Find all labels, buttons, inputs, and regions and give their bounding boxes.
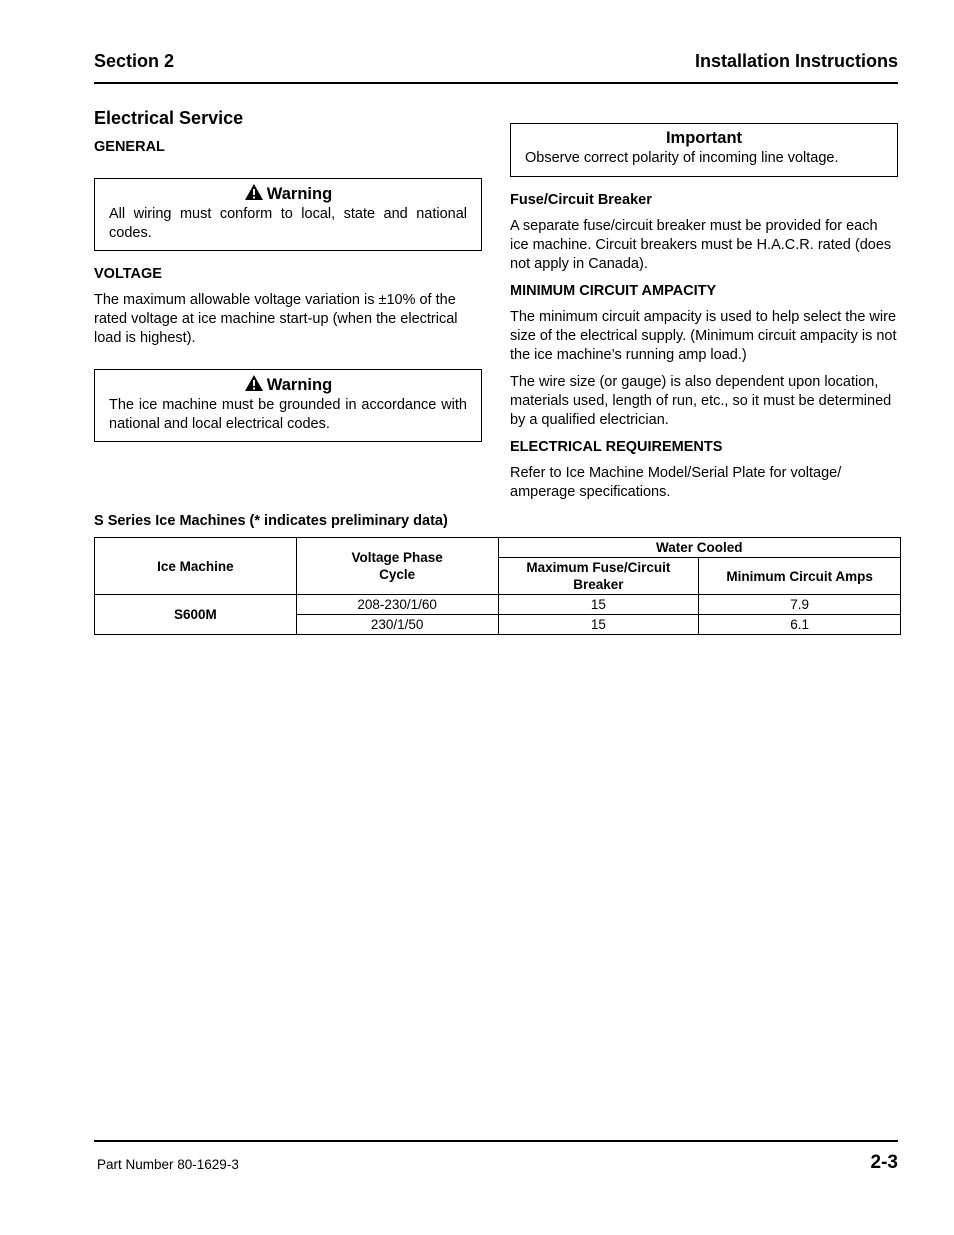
- warning-title: [109, 374, 467, 395]
- warning-text: All wiring must conform to local, state and national codes.: [109, 206, 467, 241]
- amps-cell: 7.9: [699, 595, 901, 615]
- left-column: [94, 107, 482, 442]
- warning-triangle-icon: [244, 183, 264, 201]
- voltage-cell: 230/1/50: [296, 615, 498, 635]
- warning-title-text: Warning: [266, 376, 333, 394]
- page-number: 2-3: [870, 1152, 898, 1173]
- grounding-warning-box: [94, 369, 482, 442]
- requirements-heading: ELECTRICAL REQUIREMENTS: [510, 438, 723, 455]
- warning-triangle-icon: [244, 374, 264, 392]
- requirements-paragraph: Refer to Ice Machine Model/Serial Plate for voltage/ amperage specifications.: [510, 464, 842, 500]
- electrical-spec-table: [94, 537, 901, 635]
- part-number: Part Number 80-1629-3: [97, 1157, 239, 1172]
- mca-heading: MINIMUM CIRCUIT AMPACITY: [510, 282, 717, 299]
- mca-paragraph-2: The wire size (or gauge) is also dependent upon location, materials used, length of run, etc., so it must be determined by a qualified electrician.: [510, 373, 892, 428]
- warning-title-text: Warning: [266, 185, 333, 203]
- table-caption: S Series Ice Machines (* indicates preliminary data): [94, 513, 448, 529]
- voltage-heading: VOLTAGE: [94, 266, 162, 282]
- header-rule: [94, 82, 898, 84]
- mca-paragraph-1: The minimum circuit ampacity is used to help select the wire size of the electrical supply. (Minimum circuit ampacity is not the ice machine’s running amp load.): [510, 308, 897, 363]
- voltage-cell: 208-230/1/60: [296, 595, 498, 615]
- wiring-warning-box: [94, 178, 482, 251]
- voltage-paragraph: The maximum allowable voltage variation is ±10% of the rated voltage at ice machine start-up (when the electrical load is highest).: [94, 292, 458, 346]
- important-box: [510, 123, 898, 177]
- general-heading: GENERAL: [94, 139, 165, 155]
- model-cell: S600M: [95, 595, 297, 635]
- electrical-service-heading: Electrical Service: [94, 108, 244, 128]
- fuse-cell: 15: [498, 595, 699, 615]
- warning-text: The ice machine must be grounded in accordance with national and local electrical codes.: [109, 397, 467, 432]
- warning-title: [109, 183, 467, 204]
- amps-cell: 6.1: [699, 615, 901, 635]
- fuse-paragraph: A separate fuse/circuit breaker must be provided for each ice machine. Circuit breakers must be H.A.C.R. rated (does not apply in Canada).: [510, 217, 892, 272]
- right-column: [510, 123, 898, 502]
- section-title: Installation Instructions: [694, 51, 898, 71]
- important-title: Important: [665, 129, 743, 147]
- section-label: Section 2: [94, 51, 175, 71]
- footer-rule: [94, 1140, 898, 1142]
- header-min-circuit-amps: Minimum Circuit Amps: [699, 558, 901, 595]
- fuse-cell: 15: [498, 615, 699, 635]
- header-voltage-phase-cycle: Voltage Phase Cycle: [296, 538, 498, 595]
- fuse-heading: Fuse/Circuit Breaker: [510, 191, 652, 208]
- table-row: [95, 595, 901, 615]
- header-ice-machine: Ice Machine: [95, 538, 297, 595]
- important-text: Observe correct polarity of incoming line voltage.: [525, 150, 839, 166]
- header-max-fuse: Maximum Fuse/Circuit Breaker: [498, 558, 699, 595]
- header-water-cooled: Water Cooled: [498, 538, 900, 558]
